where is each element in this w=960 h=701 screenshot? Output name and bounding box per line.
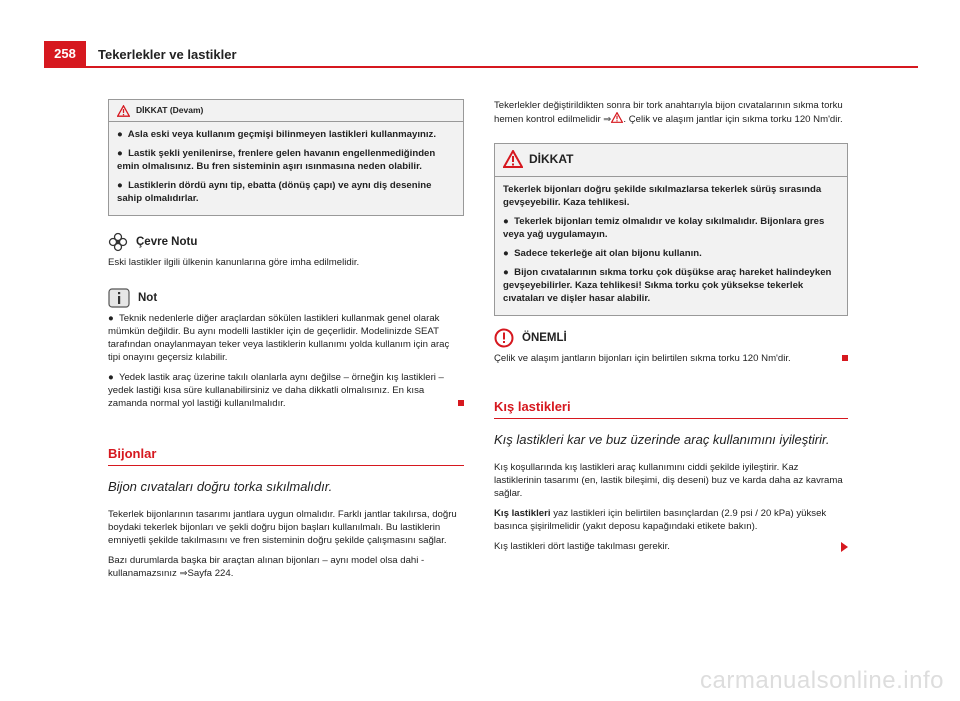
paragraph: Kış koşullarında kış lastikleri araç kullanımını ciddi şekilde iyileştirir. Kaz lastiklerinin tasarımı (en, lastik bileşimi, diş deseni) buz ve karda daha az kavrama sağlar. [494, 462, 843, 499]
watermark: carmanualsonline.info [700, 667, 944, 694]
warning-box-title: DİKKAT (Devam) [136, 105, 204, 115]
note-heading: Not [108, 288, 464, 308]
list-item: ● Tekerlek bijonları temiz olmalıdır ve kolay sıkılmalıdır. Bijonlara gres veya yağ uygulamayın. [503, 216, 825, 240]
page-number: 258 [44, 41, 86, 67]
warning-box-title: DİKKAT [529, 151, 574, 166]
paragraph: Bazı durumlarda başka bir araçtan alınan bijonları – aynı model olsa dahi - kullanamazsınız ⇒Sayfa 224. [108, 555, 425, 579]
environment-note-text: Eski lastikler ilgili ülkenin kanunlarına göre imha edilmelidir. [108, 257, 360, 268]
warning-box [494, 143, 848, 316]
section-end-mark [458, 400, 464, 406]
list-item: ● Teknik nedenlerle diğer araçlardan sökülen lastikleri kullanmak genel olarak mümkün değildir. Bu aynı modelli lastikler için de geçerlidir. Modelinizde SEAT tarafından onaylanmayan teker veya lastiklerin kullanımı yolda kullanım için araç tipi onayını geçersiz kılabilir. [108, 313, 450, 363]
list-item: ● Lastik şekli yenilenirse, frenlere gelen havanın engellenmediğinden emin olmalısınız. Bu fren sisteminin aşırı ısınmasına neden olabilir. [117, 148, 436, 172]
list-item: ● Bijon cıvatalarının sıkma torku çok düşükse araç hareket halindeyken gevşeyebilirler. Kaza tehlikesi! Sıkma torku çok yüksekse tekerlek cıvataları ve dişler hasar alabilir. [503, 267, 832, 304]
flower-icon [108, 232, 128, 252]
running-header: Tekerlekler ve lastikler [98, 47, 237, 62]
paragraph: Tekerlek bijonlarının tasarımı jantlara uygun olmalıdır. Farklı jantlar takılırsa, doğru boydaki tekerlek bijonları ve şekli doğru bijon başları kullanılmalı. Bu lastiklerin emniyetli şekilde takılmasını ve fren sisteminin doğru şekilde çalışmasını sağlar. [108, 509, 457, 546]
list-item: ● Yedek lastik araç üzerine takılı olanlarla aynı değilse – örneğin kış lastikleri – yedek lastiği kısa süre kullanabilirsiniz ve daha dikkatli olmalısınız. En kısa zamanda normal yol lastiği kullanılmalıdır. [108, 371, 464, 410]
list-item: ● Sadece tekerleğe ait olan bijonu kullanın. [503, 248, 702, 259]
left-column [108, 99, 464, 587]
environment-note-heading: Çevre Notu [108, 232, 464, 252]
warning-icon [503, 150, 523, 168]
section-subtitle: Bijon cıvataları doğru torka sıkılmalıdır. [108, 479, 333, 494]
right-column [494, 99, 848, 560]
list-item: ● Asla eski veya kullanım geçmişi bilinmeyen lastikleri kullanmayınız. [117, 129, 436, 140]
section-title-kis-lastikleri: Kış lastikleri [494, 400, 848, 419]
warning-box-body [495, 177, 847, 315]
warning-icon [117, 105, 130, 117]
section-title-bijonlar: Bijonlar [108, 447, 464, 466]
continue-arrow-icon [841, 542, 848, 552]
warning-lead: Tekerlek bijonları doğru şekilde sıkılmazlarsa tekerlek sürüş sırasında gevşeyebilir. Kaza tehlikesi. [503, 184, 822, 208]
section-subtitle: Kış lastikleri kar ve buz üzerinde araç kullanımını iyileştirir. [494, 432, 830, 447]
info-icon [108, 288, 130, 308]
warning-box-body [109, 122, 463, 215]
paragraph: Kış lastikleri dört lastiğe takılması gerekir. [494, 540, 848, 553]
important-heading: ÖNEMLİ [494, 328, 848, 348]
paragraph: Kış lastikleri yaz lastikleri için belirtilen basınçlardan (2.9 psi / 20 kPa) yüksek basınca şişirilmelidir (yakıt deposu kapağındaki etikete bakın). [494, 508, 827, 532]
warning-icon [611, 112, 623, 123]
section-end-mark [842, 355, 848, 361]
warning-box-header [109, 100, 463, 122]
warning-box-header [495, 144, 847, 177]
header-rule [44, 66, 918, 68]
important-text: Çelik ve alaşım jantların bijonları için belirtilen sıkma torku 120 Nm'dir. [494, 352, 848, 365]
warning-box-continued [108, 99, 464, 216]
paragraph: Tekerlekler değiştirildikten sonra bir tork anahtarıyla bijon cıvatalarının sıkma torku hemen kontrol edilmelidir ⇒ . Çelik ve alaşım jantlar için sıkma torku 120 Nm'dir. [494, 100, 843, 125]
list-item: ● Lastiklerin dördü aynı tip, ebatta (dönüş çapı) ve aynı diş desenine sahip olmalıdırlar. [117, 180, 432, 204]
exclamation-circle-icon [494, 328, 514, 348]
